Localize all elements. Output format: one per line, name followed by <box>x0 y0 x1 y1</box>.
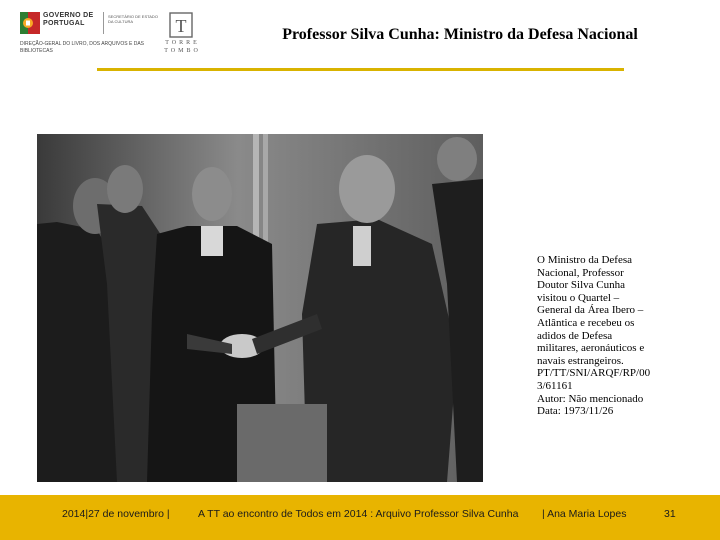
gov-ministry: SECRETÁRIO DE ESTADO DA CULTURA <box>108 14 158 24</box>
logo-divider <box>103 12 104 34</box>
footer-author: | Ana Maria Lopes <box>542 508 627 520</box>
caption-line: 3/61161 <box>537 379 573 392</box>
caption-line: General da Área Ibero – <box>537 304 644 317</box>
caption-line: Autor: Não mencionado <box>537 392 644 405</box>
caption-line: O Ministro da Defesa <box>537 254 633 266</box>
caption-line: Atlântica e recebeu os <box>537 316 635 329</box>
gov-name: GOVERNO DE PORTUGAL <box>43 12 94 27</box>
caption-line: Doutor Silva Cunha <box>537 279 625 292</box>
footer-date: 2014|27 de novembro | <box>62 508 170 520</box>
caption-line: Data: 1973/11/26 <box>537 405 614 418</box>
caption-line: militares, aeronáuticos e <box>537 342 645 355</box>
slide-footer <box>0 495 720 540</box>
caption-line: visitou o Quartel – <box>537 291 620 304</box>
slide-title: Professor Silva Cunha: Ministro da Defesa Nacional <box>282 26 638 43</box>
title-underline <box>97 68 624 71</box>
caption-line: navais estrangeiros. <box>537 354 624 367</box>
caption-line: adidos de Defesa <box>537 329 613 342</box>
torre-do-tombo-logo <box>160 10 205 56</box>
archival-photograph <box>37 134 483 482</box>
caption-line: PT/TT/SNI/ARQF/RP/00 <box>537 367 651 380</box>
caption-line: Nacional, Professor <box>537 266 624 279</box>
portugal-emblem-icon <box>20 12 40 34</box>
torre-word: TORRE <box>165 40 200 46</box>
svg-text:T: T <box>175 16 187 36</box>
tombo-word: TOMBO <box>164 48 201 54</box>
page-number: 31 <box>664 508 676 520</box>
footer-event: A TT ao encontro de Todos em 2014 : Arquivo Professor Silva Cunha <box>198 508 519 520</box>
photo-caption <box>537 254 677 418</box>
gov-directorate: DIREÇÃO-GERAL DO LIVRO, DOS ARQUIVOS E DAS BIBLIOTECAS <box>20 41 145 54</box>
torre-tombo-mark-icon <box>169 12 193 38</box>
